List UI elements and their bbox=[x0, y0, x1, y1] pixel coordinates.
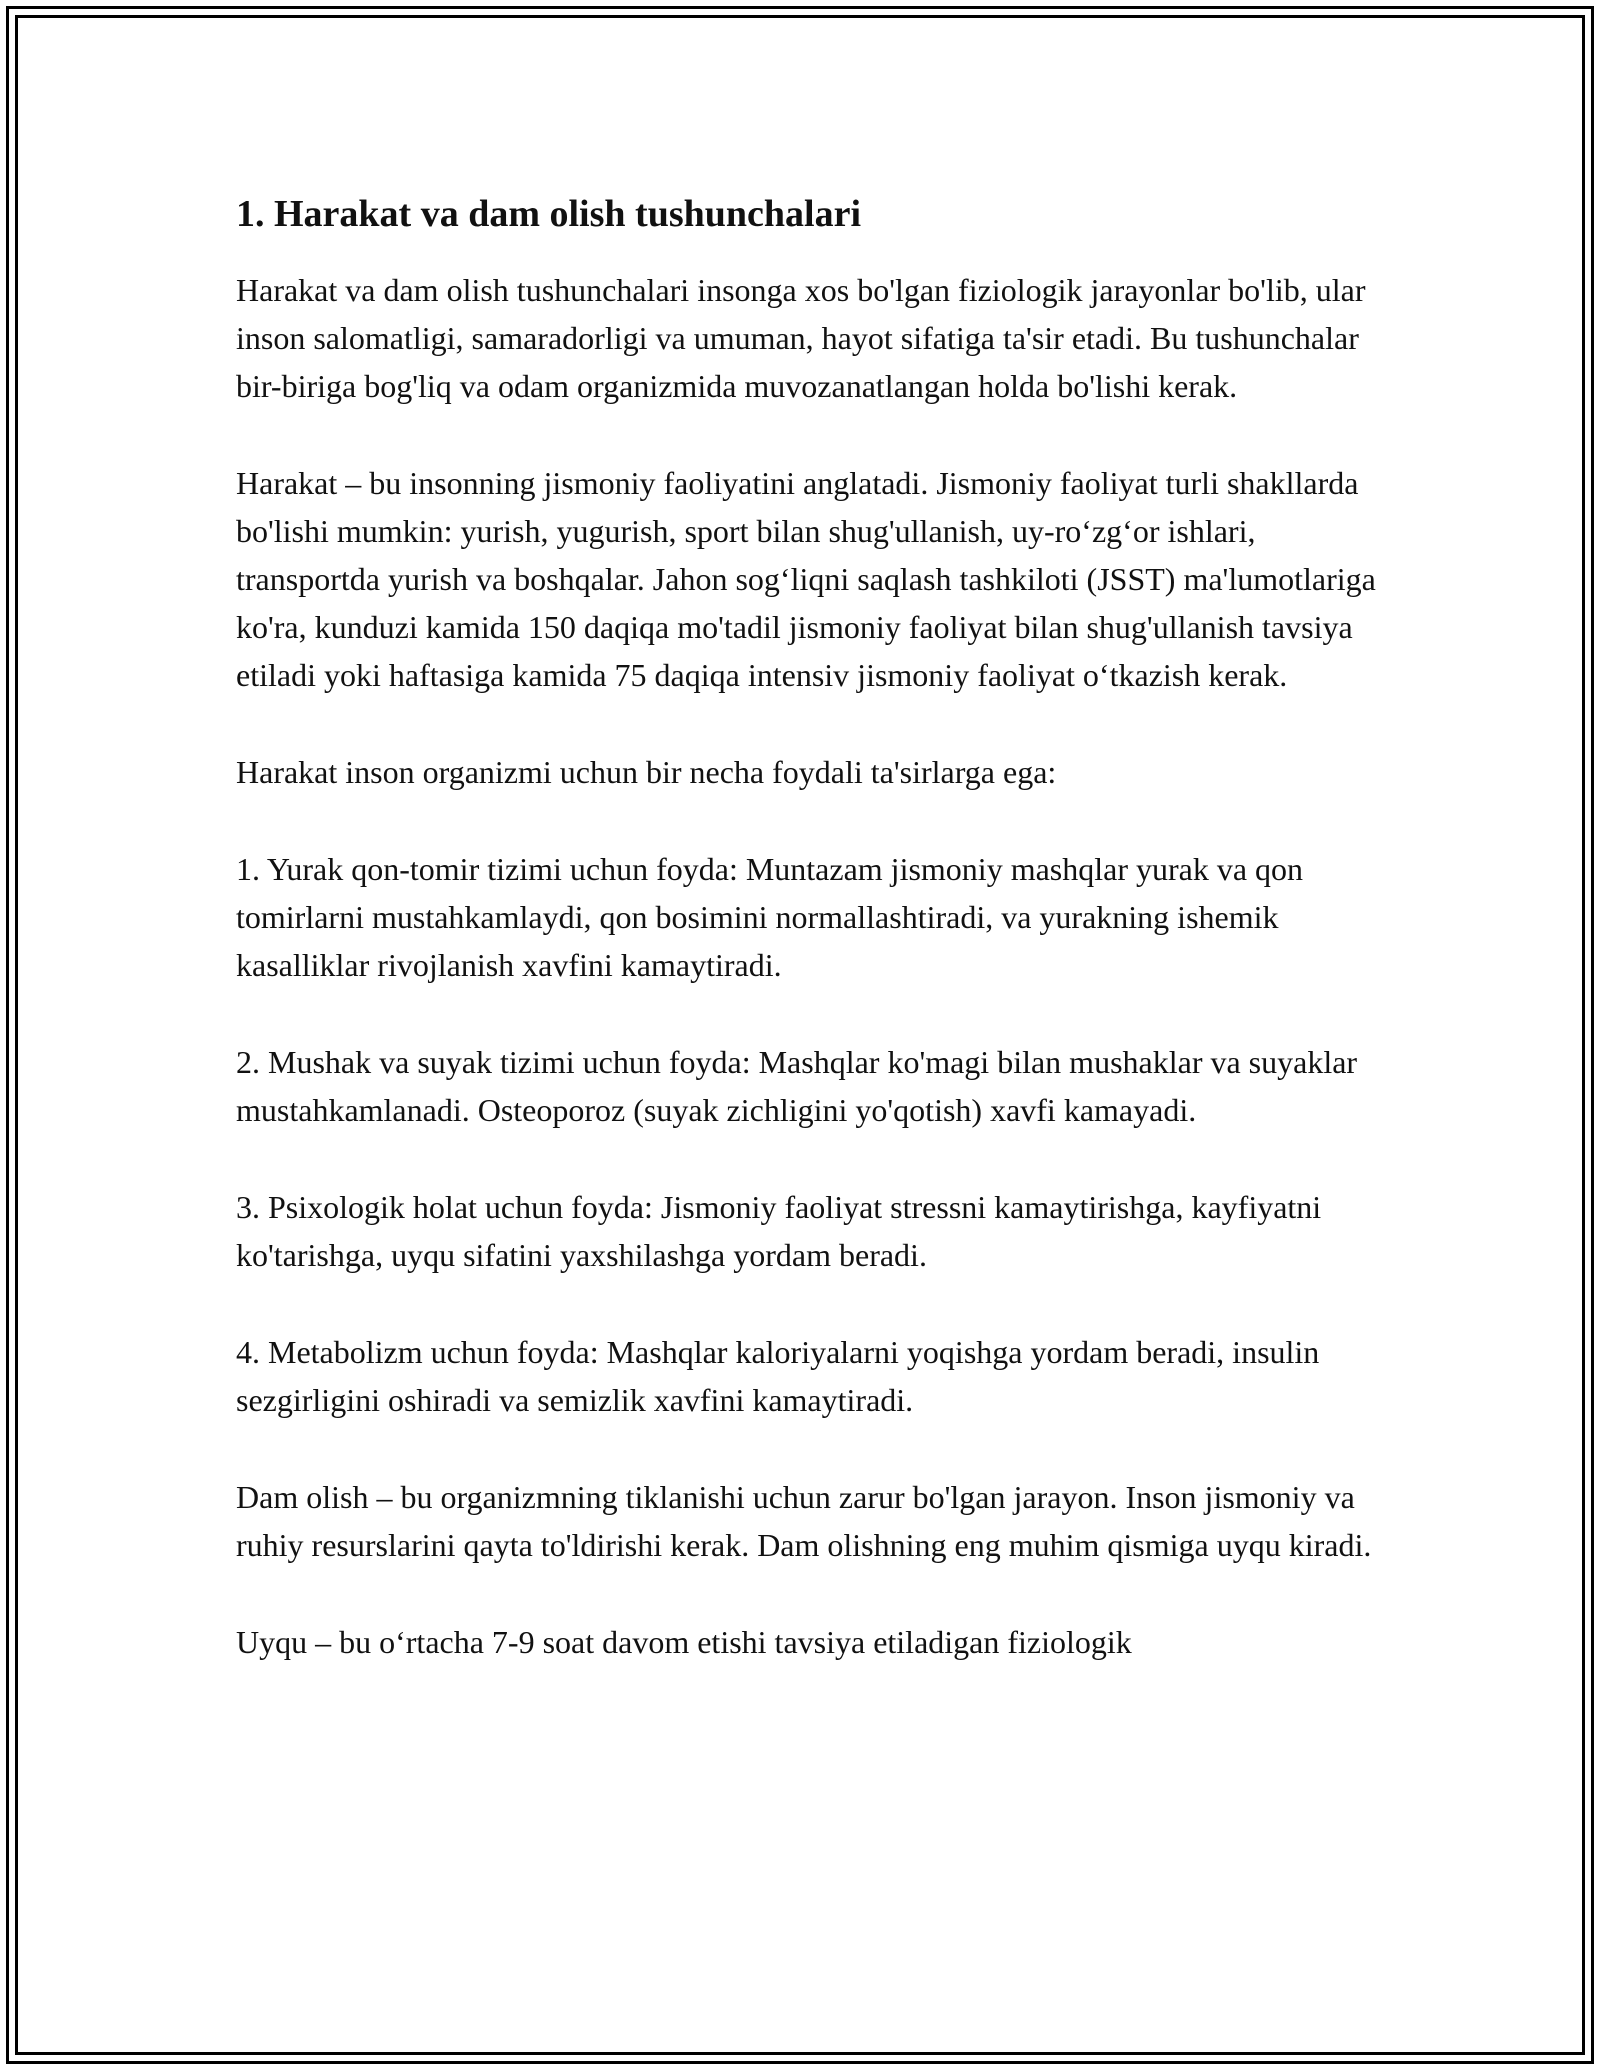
paragraph-intro: Harakat va dam olish tushunchalari insonga xos bo'lgan fiziologik jarayonlar bo'lib, ular inson salomatligi, samaradorligi va umuman, hayot sifatiga ta'sir etadi. Bu tushunchalar bir-biriga bog'liq va odam organizmida muvozanatlangan holda bo'lishi kerak. bbox=[236, 272, 1366, 404]
list-item-metabolism: 4. Metabolizm uchun foyda: Mashqlar kaloriyalarni yoqishga yordam beradi, insulin sezgirligini oshiradi va semizlik xavfini kamaytiradi. bbox=[236, 1334, 1320, 1418]
document-body bbox=[236, 188, 1386, 1715]
list-item-cardiovascular: 1. Yurak qon-tomir tizimi uchun foyda: Muntazam jismoniy mashqlar yurak va qon tomirlarni mustahkamlaydi, qon bosimini normallashtiradi, va yurakning ishemik kasalliklar rivojlanish xavfini kamaytiradi. bbox=[236, 851, 1304, 983]
paragraph-movement-definition: Harakat – bu insonning jismoniy faoliyatini anglatadi. Jismoniy faoliyat turli shakllarda bo'lishi mumkin: yurish, yugurish, sport bilan shug'ullanish, uy-ro‘zg‘or ishlari, transportda yurish va boshqalar. Jahon sog‘liqni saqlash tashkiloti (JSST) ma'lumotlariga ko'ra, kunduzi kamida 150 daqiqa mo'tadil jismoniy faoliyat bilan shug'ullanish tavsiya etiladi yoki haftasiga kamida 75 daqiqa intensiv jismoniy faoliyat o‘tkazish kerak. bbox=[236, 465, 1376, 693]
section-heading: 1. Harakat va dam olish tushunchalari bbox=[236, 193, 861, 235]
paragraph-sleep: Uyqu – bu o‘rtacha 7-9 soat davom etishi tavsiya etiladigan fiziologik bbox=[236, 1624, 1132, 1660]
paragraph-benefits-intro: Harakat inson organizmi uchun bir necha foydali ta'sirlarga ega: bbox=[236, 754, 1057, 790]
list-item-psychological: 3. Psixologik holat uchun foyda: Jismoniy faoliyat stressni kamaytirishga, kayfiyatni ko'tarishga, uyqu sifatini yaxshilashga yordam beradi. bbox=[236, 1189, 1322, 1273]
paragraph-rest-definition: Dam olish – bu organizmning tiklanishi uchun zarur bo'lgan jarayon. Inson jismoniy va ruhiy resurslarini qayta to'ldirishi kerak. Dam olishning eng muhim qismiga uyqu kiradi. bbox=[236, 1479, 1372, 1563]
list-item-musculoskeletal: 2. Mushak va suyak tizimi uchun foyda: Mashqlar ko'magi bilan mushaklar va suyaklar mustahkamlanadi. Osteoporoz (suyak zichligini yo'qotish) xavfi kamayadi. bbox=[236, 1044, 1358, 1128]
